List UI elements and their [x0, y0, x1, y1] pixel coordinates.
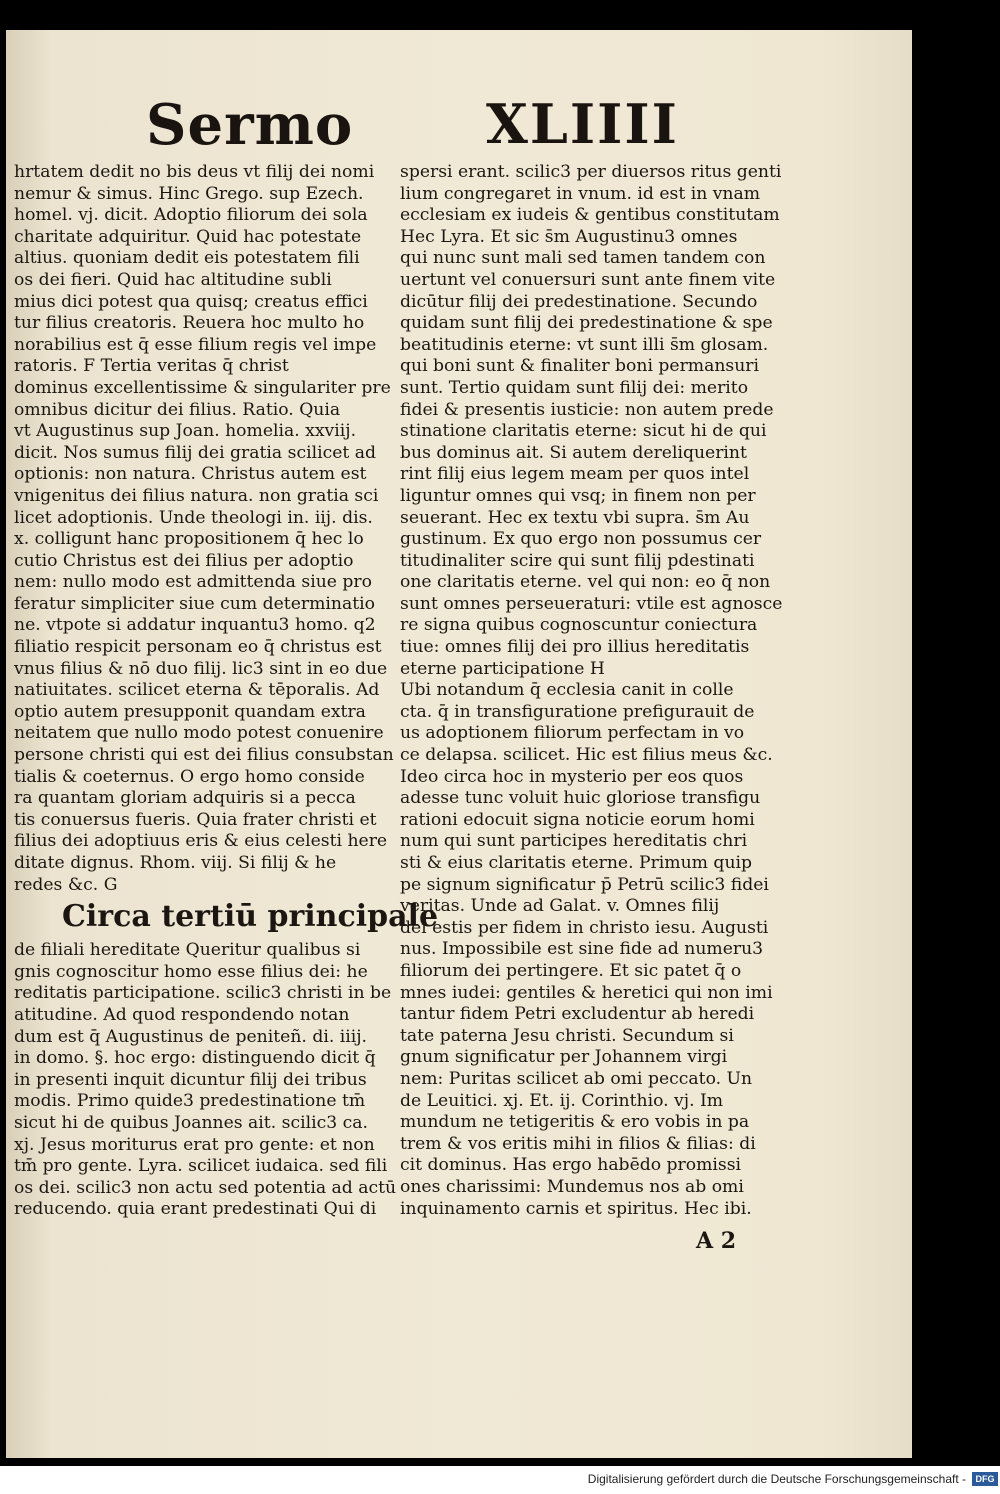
text-line: reditatis participatione. scilic3 christi in be	[14, 983, 392, 1004]
text-line: uertunt vel conuersuri sunt ante finem vite	[400, 269, 776, 290]
text-line: modis. Primo quide3 predestinatione tm̄	[14, 1091, 366, 1112]
text-line: ra quantam gloriam adquiris si a pecca	[14, 788, 356, 809]
text-line: dum est q̄ Augustinus de peniteñ. di. iiij.	[14, 1026, 368, 1047]
text-line: nus. Impossibile est sine fide ad numeru3	[400, 939, 764, 960]
text-line: sti & eius claritatis eterne. Primum quip	[400, 853, 753, 873]
text-line: liguntur omnes qui vsq; in finem non per	[400, 485, 756, 506]
text-line: qui nunc sunt mali sed tamen tandem con	[400, 248, 766, 269]
text-line: nemur & simus. Hinc Grego. sup Ezech.	[14, 183, 364, 204]
text-line: gnum significatur per Johannem virgi	[400, 1047, 728, 1068]
text-line: tur filius creatoris. Reuera hoc multo ho	[14, 313, 365, 334]
text-line: optionis: non natura. Christus autem est	[14, 464, 367, 485]
text-line: stinatione claritatis eterne: sicut hi de qui	[400, 421, 767, 442]
text-line: veritas. Unde ad Galat. v. Omnes filij	[400, 896, 720, 917]
text-line: filiorum dei pertingere. Et sic patet q̄ o	[400, 960, 742, 981]
text-line: dei estis per fidem in christo iesu. Augusti	[400, 917, 769, 938]
text-line: cit dominus. Has ergo habēdo promissi	[400, 1155, 742, 1176]
text-line: us adoptionem filiorum perfectam in vo	[400, 723, 745, 744]
text-line: tialis & coeternus. O ergo homo conside	[14, 766, 365, 787]
text-line: qui boni sunt & finaliter boni permansuri	[400, 356, 760, 377]
text-line: ne. vtpote si addatur inquantu3 homo. q2	[14, 615, 376, 636]
text-line: homel. vj. dicit. Adoptio filiorum dei sola	[14, 205, 368, 226]
text-line: filiatio respicit personam eo q̄ christus est	[14, 637, 382, 658]
text-line: de Leuitici. xj. Et. ij. Corinthio. vj. Im	[400, 1090, 724, 1111]
text-line: vnus filius & nō duo filij. lic3 sint in eo due	[14, 658, 388, 679]
text-line: ratoris. F Tertia veritas q̄ christ	[14, 356, 289, 377]
text-line: one claritatis eterne. vel qui non: eo q̄ non	[400, 572, 771, 593]
text-line: filius dei adoptiuus eris & eius celesti here	[14, 831, 388, 852]
text-line: tantur fidem Petri excludentur ab heredi	[400, 1004, 755, 1025]
text-line: Ubi notandum q̄ ecclesia canit in colle	[400, 680, 734, 701]
text-line: re signa quibus cognoscuntur coniectura	[400, 615, 758, 636]
text-line: num qui sunt participes hereditatis chri	[400, 831, 748, 852]
text-line: nem: nullo modo est admittenda siue pro	[14, 572, 372, 593]
text-line: eterne participatione H	[400, 658, 605, 679]
text-line: hrtatem dedit no bis deus vt filij dei nomi	[14, 162, 375, 182]
text-line: sicut hi de quibus Joannes ait. scilic3 ca.	[14, 1112, 368, 1133]
text-line: mnes iudei: gentiles & heretici qui non imi	[400, 982, 773, 1003]
text-line: gustinum. Ex quo ergo non possumus cer	[400, 529, 762, 550]
text-line: titudinaliter scire qui sunt filij pdestinati	[400, 550, 755, 571]
text-line: x. colligunt hanc propositionem q̄ hec lo	[14, 529, 364, 550]
text-line: tate paterna Jesu christi. Secundum si	[400, 1025, 734, 1046]
banner-text: Digitalisierung gefördert durch die Deutsche Forschungsgemeinschaft -	[587, 1472, 966, 1486]
text-line: vt Augustinus sup Joan. homelia. xxviij.	[14, 421, 357, 442]
text-line: redes &c. G	[14, 874, 118, 895]
text-line: ones charissimi: Mundemus nos ab omi	[400, 1176, 744, 1197]
text-line: inquinamento carnis et spiritus. Hec ibi.	[400, 1198, 752, 1219]
text-line: omnibus dicitur dei filius. Ratio. Quia	[14, 399, 341, 420]
text-line: sunt omnes perseueraturi: vtile est agnosce	[400, 593, 783, 614]
signature-mark: A 2	[696, 1228, 737, 1254]
text-line: os dei fieri. Quid hac altitudine subli	[14, 269, 332, 290]
text-line: bus dominus ait. Si autem dereliquerint	[400, 442, 747, 463]
text-line: reducendo. quia erant predestinati Qui di	[14, 1199, 377, 1220]
text-line: Ideo circa hoc in mysterio per eos quos	[400, 766, 744, 787]
text-line: tiue: omnes filij dei pro illius hereditatis	[400, 637, 750, 658]
text-line: trem & vos eritis mihi in filios & filias: di	[400, 1133, 756, 1154]
text-line: quidam sunt filij dei predestinatione & spe	[400, 313, 773, 334]
text-line: de filiali hereditate Queritur qualibus si	[14, 940, 361, 961]
text-line: sunt. Tertio quidam sunt filij dei: merito	[400, 377, 749, 398]
left-column	[14, 162, 439, 1221]
text-line: ditate dignus. Rhom. viij. Si filij & he	[14, 853, 337, 873]
text-line: vnigenitus dei filius natura. non gratia sci	[14, 485, 379, 506]
text-line: fidei & presentis iusticie: non autem prede	[400, 399, 774, 420]
text-line: cta. q̄ in transfiguratione prefigurauit de	[400, 701, 755, 722]
text-line: in presenti inquit dicuntur filij dei tribus	[14, 1069, 367, 1090]
right-column	[400, 162, 783, 1220]
text-line: lium congregaret in vnum. id est in vnam	[400, 183, 761, 204]
text-line: ecclesiam ex iudeis & gentibus constitutam	[400, 205, 780, 226]
text-line: feratur simpliciter siue cum determinatio	[14, 593, 375, 614]
digitization-banner	[588, 1470, 998, 1488]
text-line: seuerant. Hec ex textu vbi supra. s̄m Au	[400, 507, 750, 528]
text-line: Hec Lyra. Et sic s̄m Augustinu3 omnes	[400, 226, 738, 247]
text-line: tm̄ pro gente. Lyra. scilicet iudaica. sed fili	[14, 1156, 388, 1177]
header-number: XLIIII	[486, 92, 679, 156]
text-line: mius dici potest qua quisq; creatus effici	[14, 291, 368, 312]
text-line: nem: Puritas scilicet ab omi peccato. Un	[400, 1068, 753, 1089]
text-line: atitudine. Ad quod respondendo notan	[14, 1004, 350, 1025]
text-line: in domo. §. hoc ergo: distinguendo dicit q̄	[14, 1048, 376, 1069]
text-line: natiuitates. scilicet eterna & tēporalis. Ad	[14, 680, 380, 701]
text-line: dominus excellentissime & singulariter pre	[14, 377, 391, 398]
text-line: rint filij eius legem meam per quos intel	[400, 464, 750, 485]
text-line: norabilius est q̄ esse filium regis vel impe	[14, 334, 377, 355]
text-line: gnis cognoscitur homo esse filius dei: he	[14, 961, 368, 982]
text-line: optio autem presupponit quandam extra	[14, 701, 366, 722]
text-line: tis conuersus fueris. Quia frater christi et	[14, 809, 377, 830]
header-title: Sermo	[146, 92, 354, 158]
text-line: charitate adquiritur. Quid hac potestate	[14, 226, 362, 247]
text-line: neitatem que nullo modo potest conuenire	[14, 723, 384, 744]
section-heading: Circa tertiū principale	[62, 899, 439, 935]
text-line: os dei. scilic3 non actu sed potentia ad actū	[14, 1177, 397, 1198]
text-line: dicūtur filij dei predestinatione. Secundo	[400, 291, 758, 312]
book-page	[6, 30, 912, 1458]
text-line: altius. quoniam dedit eis potestatem fili	[14, 248, 360, 269]
text-line: pe signum significatur p̄ Petrū scilic3 fidei	[400, 874, 769, 895]
text-line: persone christi qui est dei filius consubstan	[14, 745, 394, 766]
text-line: mundum ne tetigeritis & ero vobis in pa	[400, 1112, 750, 1133]
text-line: beatitudinis eterne: vt sunt illi s̄m glosam.	[400, 334, 769, 355]
dfg-logo-icon: DFG	[972, 1472, 998, 1486]
text-line: dicit. Nos sumus filij dei gratia scilicet ad	[14, 442, 376, 463]
text-line: licet adoptionis. Unde theologi in. iij. dis.	[14, 507, 373, 528]
text-line: adesse tunc voluit huic gloriose transfigu	[400, 788, 761, 809]
text-line: cutio Christus est dei filius per adoptio	[14, 550, 354, 571]
text-line: ce delapsa. scilicet. Hic est filius meus &c.	[400, 745, 773, 766]
text-line: xj. Jesus moriturus erat pro gente: et non	[14, 1134, 375, 1155]
text-line: spersi erant. scilic3 per diuersos ritus genti	[400, 162, 782, 182]
text-line: rationi edocuit signa noticie eorum homi	[400, 809, 755, 830]
